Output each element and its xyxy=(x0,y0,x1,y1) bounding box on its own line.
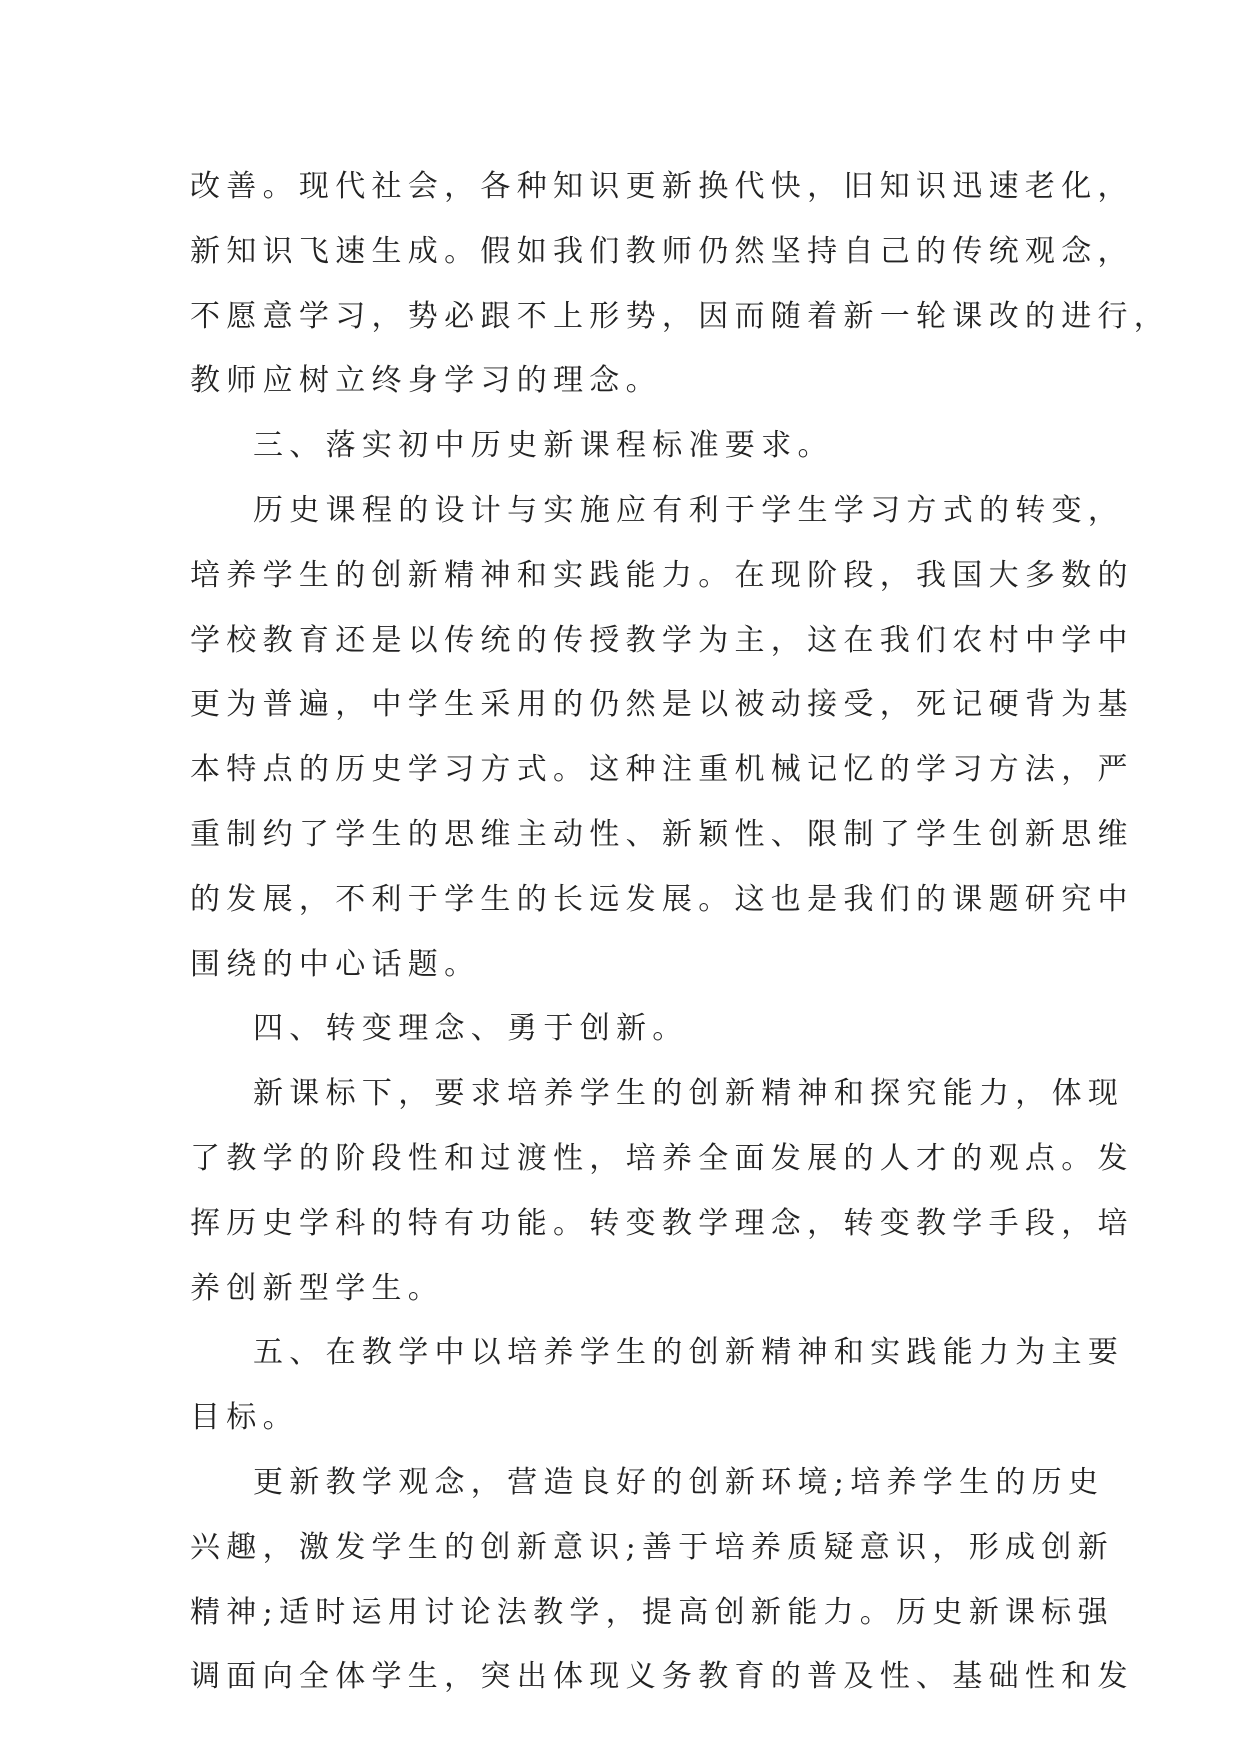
text-line: 重制约了学生的思维主动性、新颖性、限制了学生创新思维 xyxy=(190,816,1134,852)
text-line: 本特点的历史学习方式。这种注重机械记忆的学习方法，严 xyxy=(190,752,1134,788)
text-line: 学校教育还是以传统的传授教学为主，这在我们农村中学中 xyxy=(190,622,1134,658)
text-line: 了教学的阶段性和过渡性，培养全面发展的人才的观点。发 xyxy=(190,1140,1134,1176)
text-line: 调面向全体学生，突出体现义务教育的普及性、基础性和发 xyxy=(190,1659,1134,1695)
text-line: 目标。 xyxy=(190,1400,299,1436)
text-line: 兴趣，激发学生的创新意识;善于培养质疑意识，形成创新 xyxy=(190,1529,1114,1565)
text-line: 围绕的中心话题。 xyxy=(190,946,481,982)
text-line: 的发展，不利于学生的长远发展。这也是我们的课题研究中 xyxy=(190,881,1134,917)
text-line: 新知识飞速生成。假如我们教师仍然坚持自己的传统观念， xyxy=(190,233,1134,269)
section-heading-4: 四、转变理念、勇于创新。 xyxy=(253,1011,689,1047)
text-line: 改善。现代社会，各种知识更新换代快，旧知识迅速老化， xyxy=(190,169,1134,204)
text-line: 精神;适时运用讨论法教学，提高创新能力。历史新课标强 xyxy=(190,1594,1114,1630)
text-line: 养创新型学生。 xyxy=(190,1270,445,1306)
section-heading-3: 三、落实初中历史新课程标准要求。 xyxy=(253,428,834,464)
text-line: 历史课程的设计与实施应有利于学生学习方式的转变， xyxy=(253,492,1125,528)
text-line: 培养学生的创新精神和实践能力。在现阶段，我国大多数的 xyxy=(190,557,1134,593)
section-heading-5: 五、在教学中以培养学生的创新精神和实践能力为主要 xyxy=(253,1335,1125,1371)
text-line: 更为普遍，中学生采用的仍然是以被动接受，死记硬背为基 xyxy=(190,687,1134,723)
text-line: 不愿意学习，势必跟不上形势，因而随着新一轮课改的进行， xyxy=(190,298,1171,334)
text-line: 挥历史学科的特有功能。转变教学理念，转变教学手段，培 xyxy=(190,1205,1134,1241)
text-line: 新课标下，要求培养学生的创新精神和探究能力，体现 xyxy=(253,1076,1125,1112)
text-line: 更新教学观念，营造良好的创新环境;培养学生的历史 xyxy=(253,1464,1105,1500)
text-line: 教师应树立终身学习的理念。 xyxy=(190,363,662,399)
body-text xyxy=(190,155,1171,1710)
